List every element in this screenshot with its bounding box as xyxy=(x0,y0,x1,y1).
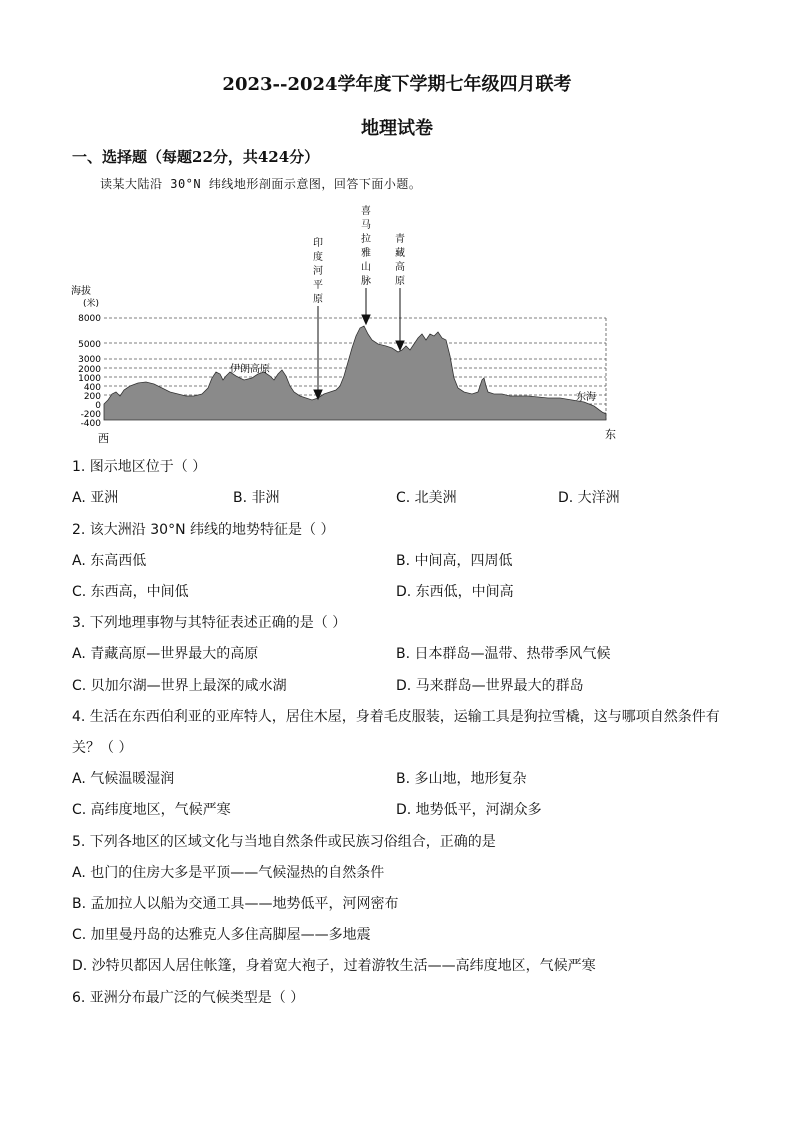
label-yindu-3: 河 xyxy=(313,266,323,277)
ytick-minus400: -400 xyxy=(80,419,101,429)
q1-option-a[interactable]: A. 亚洲 xyxy=(72,490,119,506)
label-ximalaya-5: 山 xyxy=(361,262,371,273)
q5-option-b[interactable]: B. 孟加拉人以船为交通工具——地势低平，河网密布 xyxy=(72,896,399,912)
ytick-1000: 1000 xyxy=(78,374,101,384)
question-5: 5. 下列各地区的区域文化与当地自然条件或民族习俗组合，正确的是 xyxy=(72,834,496,850)
q1-option-c[interactable]: C. 北美洲 xyxy=(396,490,457,506)
label-qingzang-3: 高 xyxy=(395,262,405,273)
q3-option-b[interactable]: B. 日本群岛—温带、热带季风气候 xyxy=(396,646,611,662)
exam-subtitle: 地理试卷 xyxy=(361,118,433,139)
question-4: 4. 生活在东西伯利亚的亚库特人，居住木屋，身着毛皮服装，运输工具是狗拉雪橇，这与哪项自然条件有 xyxy=(72,709,720,725)
label-yindu-2: 度 xyxy=(313,252,323,263)
label-yindu-4: 平 xyxy=(313,280,323,291)
q5-option-c[interactable]: C. 加里曼丹岛的达雅克人多住高脚屋——多地震 xyxy=(72,927,371,943)
label-yindu-5: 原 xyxy=(313,294,323,305)
ytick-400: 400 xyxy=(83,383,101,393)
intro-text: 读某大陆沿 30°N 纬线地形剖面示意图，回答下面小题。 xyxy=(100,177,422,191)
question-6: 6. 亚洲分布最广泛的气候类型是（ ） xyxy=(72,990,305,1006)
label-yindu-1: 印 xyxy=(313,238,323,249)
label-ximalaya-3: 拉 xyxy=(361,234,371,245)
question-3: 3. 下列地理事物与其特征表述正确的是（ ） xyxy=(72,615,347,631)
q2-option-b[interactable]: B. 中间高，四周低 xyxy=(396,553,513,569)
x-label-east: 东 xyxy=(605,428,616,441)
label-donghai: 东海 xyxy=(576,392,596,403)
section-heading: 一、选择题（每题22分，共424分） xyxy=(72,148,320,166)
q3-option-c[interactable]: C. 贝加尔湖—世界上最深的咸水湖 xyxy=(72,678,287,694)
ytick-8000: 8000 xyxy=(78,314,101,324)
ytick-0: 0 xyxy=(95,401,101,411)
q3-option-a[interactable]: A. 青藏高原—世界最大的高原 xyxy=(72,646,259,662)
label-ximalaya-1: 喜 xyxy=(361,206,371,217)
q5-option-a[interactable]: A. 也门的住房大多是平顶——气候湿热的自然条件 xyxy=(72,865,385,881)
ytick-3000: 3000 xyxy=(78,355,101,365)
q2-option-a[interactable]: A. 东高西低 xyxy=(72,553,147,569)
q4-option-d[interactable]: D. 地势低平，河湖众多 xyxy=(396,802,542,818)
ytick-2000: 2000 xyxy=(78,365,101,375)
q1-option-d[interactable]: D. 大洋洲 xyxy=(558,490,620,506)
q4-option-a[interactable]: A. 气候温暖湿润 xyxy=(72,771,175,787)
terrain-profile-chart xyxy=(68,200,628,448)
ylabel-line-2: (米) xyxy=(83,299,100,309)
ytick-5000: 5000 xyxy=(78,340,101,350)
q2-option-c[interactable]: C. 东西高，中间低 xyxy=(72,584,189,600)
question-4-cont: 关？（ ） xyxy=(72,740,133,756)
q3-option-d[interactable]: D. 马来群岛—世界最大的群岛 xyxy=(396,678,584,694)
label-ximalaya-4: 雅 xyxy=(361,248,371,259)
label-qingzang-2: 藏 xyxy=(395,248,405,259)
question-1: 1. 图示地区位于（ ） xyxy=(72,459,207,475)
terrain-area xyxy=(104,326,606,420)
ylabel-line-1: 海拔 xyxy=(71,286,91,297)
question-2: 2. 该大洲沿 30°N 纬线的地势特征是（ ） xyxy=(72,522,335,538)
label-qingzang-1: 青 xyxy=(395,234,405,245)
label-ximalaya-6: 脉 xyxy=(361,276,371,287)
q4-option-b[interactable]: B. 多山地，地形复杂 xyxy=(396,771,527,787)
q1-option-b[interactable]: B. 非洲 xyxy=(233,490,280,506)
exam-title: 2023--2024学年度下学期七年级四月联考 xyxy=(222,74,572,95)
ytick-200: 200 xyxy=(83,392,101,402)
label-ximalaya-2: 马 xyxy=(361,220,371,231)
q2-option-d[interactable]: D. 东西低，中间高 xyxy=(396,584,514,600)
label-qingzang-4: 原 xyxy=(395,276,405,287)
label-yilang: 伊朗高原 xyxy=(230,364,270,375)
q4-option-c[interactable]: C. 高纬度地区，气候严寒 xyxy=(72,802,231,818)
ytick-minus200: -200 xyxy=(80,410,101,420)
q5-option-d[interactable]: D. 沙特贝都因人居住帐篷，身着宽大袍子，过着游牧生活——高纬度地区，气候严寒 xyxy=(72,958,596,974)
x-label-west: 西 xyxy=(98,432,109,445)
